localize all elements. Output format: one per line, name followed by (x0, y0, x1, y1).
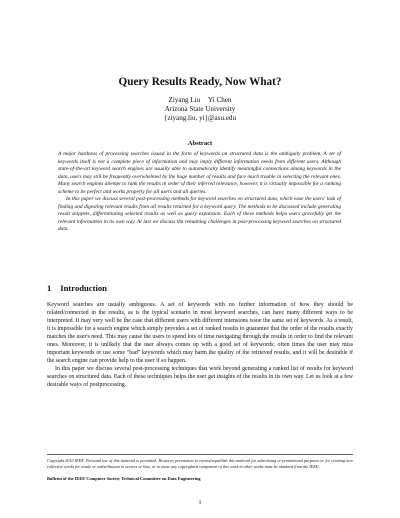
abstract-heading: Abstract (187, 140, 213, 147)
author-block (0, 96, 400, 124)
author-name: Ziyang Liu (168, 96, 201, 104)
body-paragraph: In this paper we discuss several post-processing techniques that work beyond generating a ranked list of results for keyword searches on structured data. Each of these techniques helps the user get insights of the results in its own way. Let us look at a few desirable ways of postprocessing. (47, 366, 353, 388)
section-body (47, 301, 353, 389)
abstract-paragraph: A major hardness of processing searches issued in the form of keywords on structured data is the ambiguity problem. A set of keywords itself is not a complete piece of information and may imply different information needs from different users. Although state-of-the-art keyword search engines are usually able to automatically identify meaningful connections among keywords in the data, users may still be frequently overwhelmed by the huge number of results and face much trouble in selecting the relevant ones. Many search engines attempt to rank the results in order of their inferred relevance, however, it is virtually impossible for a ranking scheme to be perfect and works properly for all users and all queries. (58, 151, 341, 195)
author-email: {ziyang.liu, yi}@asu.edu (163, 114, 237, 123)
affiliation: Arizona State University (164, 105, 236, 114)
paper-title: Query Results Ready, Now What? (118, 76, 282, 88)
abstract-paragraph: In this paper we discuss several post-processing methods for keyword searches on structured data, which ease the users' task of finding and digesting relevant results from all results returned for a keyword query. The methods to be discussed include generating result snippets, differentiating selected results as well as query expansion. Each of these methods helps users gracefully get the relevant information in its own way. At last we discuss the remaining challenges in post-processing keyword searches on structured data. (58, 196, 341, 233)
body-paragraph: Keyword searches are usually ambiguous. A set of keywords with no further information of how they should be related/connected in the results, as is the typical scenario in most keyword searches, can have many different ways to be interpreted. It may very well be the case that different users with different intensions issue the same set of keywords. As a result, it is impossible for a search engine which simply provides a set of ranked results to guarantee that the order of the results exactly matches the user's need. This may cause the users to spend lots of time navigating through the results in order to find the relevant ones. Moreover, it is unlikely that the user always comes up with a good set of keywords; often times the user may miss important keywords or use some "bad" keywords which may harm the quality of the retrieved results, and it will be desirable if the search engine can provide help to the user if so happen. (47, 302, 353, 364)
author-names (0, 96, 400, 105)
page-number: 1 (198, 500, 202, 506)
abstract-body (58, 151, 341, 234)
section-number: 1 (47, 283, 52, 293)
author-name: Yi Chen (208, 96, 232, 104)
section-heading (47, 283, 107, 293)
copyright-notice: Copyright 2010 IEEE. Personal use of this material is permitted. However, permission to reprint/republish this material for advertising or promotional purposes or for creating new collective works for resale or redistribution to servers or lists, or to reuse any copyrighted component of this work in other works must be obtained from the IEEE. (47, 458, 353, 469)
footnote-divider (47, 454, 353, 455)
section-title: Introduction (60, 283, 107, 293)
bulletin-line: Bulletin of the IEEE Computer Society Technical Committee on Data Engineering (47, 476, 201, 481)
